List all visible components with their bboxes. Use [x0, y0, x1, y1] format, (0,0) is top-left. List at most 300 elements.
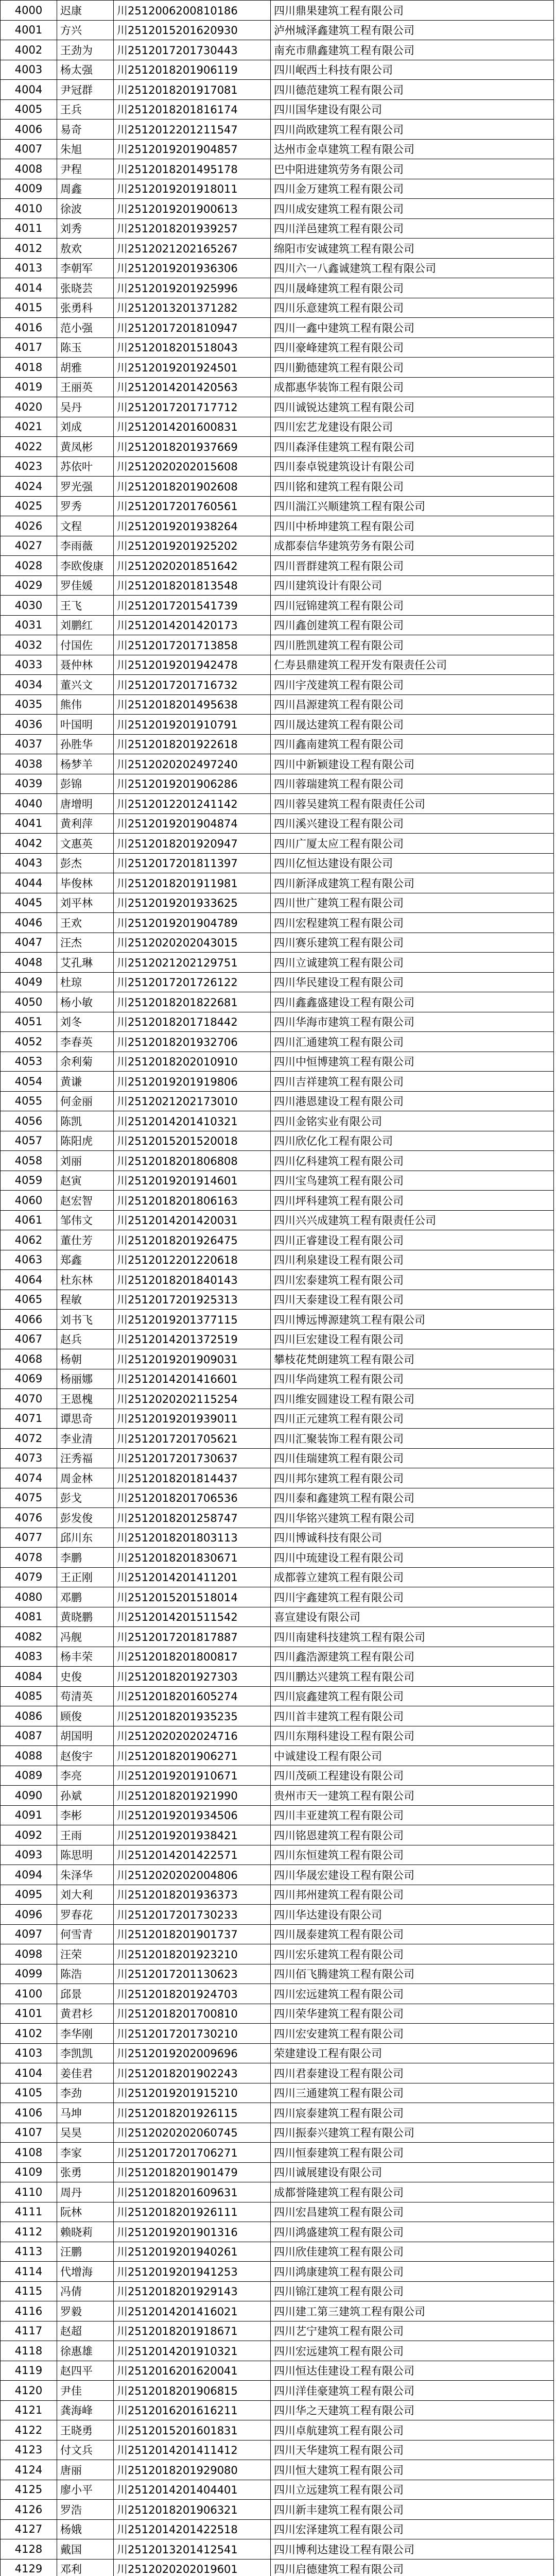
- row-number: 4021: [1, 417, 57, 437]
- company-name: 四川华之天建筑工程有限公司: [271, 2400, 554, 2420]
- certificate-number: 川2512017201811397: [114, 853, 271, 873]
- company-name: 四川启德建筑工程有限公司: [271, 2559, 554, 2576]
- person-name: 汪鹏: [57, 2242, 114, 2262]
- person-name: 龚海峰: [57, 2400, 114, 2420]
- table-row: [1, 1627, 554, 1647]
- table-row: [1, 80, 554, 100]
- table-row: [1, 2301, 554, 2321]
- row-number: 4080: [1, 1587, 57, 1607]
- person-name: 赵超: [57, 2321, 114, 2341]
- table-row: [1, 2202, 554, 2222]
- table-row: [1, 2539, 554, 2560]
- company-name: 四川华民建设工程有限公司: [271, 972, 554, 992]
- certificate-number: 川2512017201817887: [114, 1627, 271, 1647]
- certificate-number: 川2512018201806808: [114, 1151, 271, 1171]
- person-name: 杨小敏: [57, 992, 114, 1012]
- company-name: 四川尚欧建筑工程有限公司: [271, 120, 554, 140]
- table-row: [1, 2103, 554, 2123]
- row-number: 4056: [1, 1111, 57, 1131]
- person-name: 黄利萍: [57, 814, 114, 834]
- company-name: 四川鸿盛建筑工程有限公司: [271, 2222, 554, 2242]
- person-name: 刘鹏红: [57, 615, 114, 635]
- company-name: 四川恒大建筑工程有限公司: [271, 2460, 554, 2480]
- company-name: 四川洋佳豪建筑工程有限公司: [271, 2381, 554, 2401]
- company-name: 四川泰卓锐建筑设计有限公司: [271, 456, 554, 477]
- certificate-number: 川2512019201914601: [114, 1171, 271, 1191]
- person-name: 易奇: [57, 120, 114, 140]
- certificate-number: 川2512018201806163: [114, 1191, 271, 1211]
- row-number: 4126: [1, 2500, 57, 2520]
- person-name: 范小强: [57, 318, 114, 338]
- certificate-number: 川2512019201925996: [114, 278, 271, 298]
- company-name: 四川宸鑫建筑工程有限公司: [271, 1686, 554, 1706]
- person-name: 付国佐: [57, 635, 114, 655]
- person-name: 李亮: [57, 1766, 114, 1786]
- person-name: 杨梦羊: [57, 754, 114, 774]
- company-name: 荣建建设工程有限公司: [271, 2043, 554, 2063]
- certificate-number: 川2512018201926111: [114, 2202, 271, 2222]
- company-name: 四川世广建筑工程有限公司: [271, 893, 554, 913]
- row-number: 4057: [1, 1131, 57, 1151]
- company-name: 四川鑫创建筑工程有限公司: [271, 615, 554, 635]
- certificate-number: 川2512014201416601: [114, 1369, 271, 1389]
- company-name: 四川蓉吴建筑工程有限责任公司: [271, 794, 554, 814]
- table-row: [1, 1686, 554, 1706]
- company-name: 四川中桥坤建筑工程有限公司: [271, 516, 554, 536]
- row-number: 4059: [1, 1171, 57, 1191]
- company-name: 四川鑫南建筑工程有限公司: [271, 734, 554, 754]
- table-row: [1, 2242, 554, 2262]
- row-number: 4071: [1, 1409, 57, 1429]
- company-name: 四川亿恒达建设有限公司: [271, 853, 554, 873]
- company-name: 四川宏安建筑工程有限公司: [271, 2024, 554, 2044]
- certificate-number: 川2512018201605274: [114, 1686, 271, 1706]
- company-name: 四川鸿康建筑工程有限公司: [271, 2262, 554, 2282]
- person-name: 黄谦: [57, 1072, 114, 1092]
- row-number: 4034: [1, 675, 57, 695]
- company-name: 四川佰飞腾建筑工程有限公司: [271, 1964, 554, 1984]
- row-number: 4106: [1, 2103, 57, 2123]
- table-row: [1, 814, 554, 834]
- person-name: 刘冬: [57, 1012, 114, 1032]
- table-row: [1, 1885, 554, 1905]
- table-row: [1, 1250, 554, 1270]
- person-name: 艾孔琳: [57, 953, 114, 973]
- person-name: 杜东林: [57, 1270, 114, 1290]
- table-row: [1, 575, 554, 596]
- company-name: 四川建筑设计有限公司: [271, 575, 554, 596]
- certificate-number: 川2512019201918011: [114, 179, 271, 199]
- company-name: 四川卓航建筑工程有限公司: [271, 2420, 554, 2441]
- certificate-number: 川2512017201713858: [114, 635, 271, 655]
- row-number: 4050: [1, 992, 57, 1012]
- row-number: 4042: [1, 834, 57, 854]
- table-row: [1, 1349, 554, 1369]
- certificate-number: 川2512014201411412: [114, 2440, 271, 2460]
- company-name: 四川一鑫中建筑工程有限公司: [271, 318, 554, 338]
- certificate-number: 川2512018201929080: [114, 2460, 271, 2480]
- table-row: [1, 853, 554, 873]
- table-row: [1, 1607, 554, 1627]
- company-name: 四川东恒建筑工程有限公司: [271, 1845, 554, 1865]
- table-row: [1, 218, 554, 239]
- certificate-number: 川2512018201906119: [114, 60, 271, 80]
- row-number: 4013: [1, 258, 57, 278]
- person-name: 尹佳: [57, 2381, 114, 2401]
- person-name: 刘书飞: [57, 1310, 114, 1330]
- table-row: [1, 2222, 554, 2242]
- row-number: 4016: [1, 318, 57, 338]
- certificate-number: 川2512020202497240: [114, 754, 271, 774]
- certificate-number: 川2512019201936306: [114, 258, 271, 278]
- company-name: 四川诚展建设有限公司: [271, 2162, 554, 2182]
- certificate-number: 川2512014201411201: [114, 1567, 271, 1587]
- certificate-number: 川2512020202015608: [114, 456, 271, 477]
- certificate-number: 川2512017201706271: [114, 2143, 271, 2163]
- row-number: 4083: [1, 1647, 57, 1667]
- table-row: [1, 2143, 554, 2163]
- person-name: 邓鹏: [57, 1587, 114, 1607]
- table-row: [1, 278, 554, 298]
- person-name: 毕俊林: [57, 873, 114, 893]
- certificate-number: 川2512018201926115: [114, 2103, 271, 2123]
- company-name: 四川冠锦建筑工程有限公司: [271, 596, 554, 616]
- company-name: 四川六一八鑫诚建筑工程有限公司: [271, 258, 554, 278]
- table-row: [1, 1230, 554, 1250]
- certificate-number: 川2512018201937669: [114, 437, 271, 457]
- company-name: 四川昌源建筑工程有限公司: [271, 694, 554, 715]
- table-row: [1, 2440, 554, 2460]
- company-name: 四川立诚建筑工程有限公司: [271, 953, 554, 973]
- certificate-number: 川2512019201934506: [114, 1805, 271, 1825]
- table-row: [1, 1746, 554, 1766]
- company-name: 四川湍江兴顺建筑工程有限公司: [271, 496, 554, 516]
- company-name: 四川铭恩建筑工程有限公司: [271, 1825, 554, 1845]
- person-name: 董仕芳: [57, 1230, 114, 1250]
- person-name: 李业清: [57, 1429, 114, 1449]
- table-row: [1, 2341, 554, 2361]
- certificate-number: 川2512017201730443: [114, 40, 271, 60]
- row-number: 4011: [1, 218, 57, 239]
- company-name: 四川勤德建筑工程有限公司: [271, 358, 554, 378]
- row-number: 4029: [1, 575, 57, 596]
- table-row: [1, 1468, 554, 1488]
- table-row: [1, 1032, 554, 1052]
- table-row: [1, 655, 554, 675]
- certificate-number: 川2512014201910321: [114, 2341, 271, 2361]
- row-number: 4045: [1, 893, 57, 913]
- company-name: 四川晟峰建筑工程有限公司: [271, 278, 554, 298]
- company-name: 四川诚锐达建筑工程有限公司: [271, 397, 554, 417]
- company-name: 四川中恒博建筑工程有限公司: [271, 1052, 554, 1072]
- company-name: 仁寿县鼎建筑工程开发有限责任公司: [271, 655, 554, 675]
- row-number: 4035: [1, 694, 57, 715]
- person-name: 彭杰: [57, 853, 114, 873]
- company-name: 攀枝花梵朗建筑工程有限公司: [271, 1349, 554, 1369]
- row-number: 4119: [1, 2361, 57, 2381]
- company-name: 四川赛乐建筑工程有限公司: [271, 933, 554, 953]
- table-row: [1, 1448, 554, 1468]
- row-number: 4105: [1, 2083, 57, 2103]
- person-name: 赵俊宇: [57, 1746, 114, 1766]
- table-row: [1, 834, 554, 854]
- certificate-number: 川2512016201616211: [114, 2400, 271, 2420]
- person-name: 吴昊: [57, 2123, 114, 2143]
- company-name: 四川宏远建筑工程有限公司: [271, 1984, 554, 2004]
- certificate-number: 川2512020202043015: [114, 933, 271, 953]
- company-name: 四川邦州建筑工程有限公司: [271, 1885, 554, 1905]
- person-name: 徐惠雄: [57, 2341, 114, 2361]
- table-row: [1, 516, 554, 536]
- person-name: 方兴: [57, 20, 114, 40]
- row-number: 4006: [1, 120, 57, 140]
- person-name: 阮林: [57, 2202, 114, 2222]
- row-number: 4070: [1, 1389, 57, 1409]
- person-name: 周丹: [57, 2182, 114, 2202]
- certificate-number: 川2512014201410321: [114, 1111, 271, 1131]
- row-number: 4063: [1, 1250, 57, 1270]
- table-row: [1, 120, 554, 140]
- certificate-number: 川2512018201920947: [114, 834, 271, 854]
- table-row: [1, 1964, 554, 1984]
- table-row: [1, 1647, 554, 1667]
- person-name: 叶国明: [57, 715, 114, 735]
- company-name: 四川豪峰建筑工程有限公司: [271, 337, 554, 358]
- certificate-number: 川2512018201927303: [114, 1667, 271, 1687]
- certificate-number: 川2512013201371282: [114, 298, 271, 318]
- table-row: [1, 2182, 554, 2202]
- row-number: 4067: [1, 1329, 57, 1349]
- table-row: [1, 2381, 554, 2401]
- person-name: 陈玉: [57, 337, 114, 358]
- row-number: 4065: [1, 1290, 57, 1310]
- certificate-number: 川2512017201760561: [114, 496, 271, 516]
- person-name: 顾俊: [57, 1706, 114, 1726]
- row-number: 4054: [1, 1072, 57, 1092]
- company-name: 四川德范建筑工程有限公司: [271, 80, 554, 100]
- certificate-number: 川2512012201211547: [114, 120, 271, 140]
- certificate-number: 川2512019201377115: [114, 1310, 271, 1330]
- row-number: 4039: [1, 774, 57, 794]
- company-name: 四川天泰建设工程有限公司: [271, 1290, 554, 1310]
- table-row: [1, 1924, 554, 1944]
- person-name: 李家: [57, 2143, 114, 2163]
- certificate-number: 川2512017201730233: [114, 1905, 271, 1925]
- certificate-number: 川2512020202024716: [114, 1726, 271, 1746]
- certificate-number: 川2512017201541739: [114, 596, 271, 616]
- row-number: 4052: [1, 1032, 57, 1052]
- person-name: 周金林: [57, 1468, 114, 1488]
- company-name: 四川蓉瑞建筑工程有限公司: [271, 774, 554, 794]
- row-number: 4000: [1, 1, 57, 21]
- person-name: 周鑫: [57, 179, 114, 199]
- table-row: [1, 556, 554, 576]
- certificate-number: 川2512017201705621: [114, 1429, 271, 1449]
- row-number: 4082: [1, 1627, 57, 1647]
- company-name: 四川邦尔建筑工程有限公司: [271, 1468, 554, 1488]
- person-name: 罗佳媛: [57, 575, 114, 596]
- certificate-number: 川2512018202010910: [114, 1052, 271, 1072]
- company-name: 四川佳瑞建筑工程有限公司: [271, 1448, 554, 1468]
- row-number: 4097: [1, 1924, 57, 1944]
- company-name: 贵州市天一建筑工程有限公司: [271, 1786, 554, 1806]
- company-name: 四川宏艺龙建设有限公司: [271, 417, 554, 437]
- table-row: [1, 358, 554, 378]
- person-name: 程敏: [57, 1290, 114, 1310]
- row-number: 4107: [1, 2123, 57, 2143]
- company-name: 四川正元建筑工程有限公司: [271, 1409, 554, 1429]
- certificate-number: 川2512017201730637: [114, 1448, 271, 1468]
- person-name: 李春英: [57, 1032, 114, 1052]
- company-name: 四川恒达佳建设工程有限公司: [271, 2361, 554, 2381]
- table-row: [1, 1548, 554, 1568]
- person-name: 吴丹: [57, 397, 114, 417]
- company-name: 四川宇鑫建筑工程有限公司: [271, 1587, 554, 1607]
- company-name: 四川丰亚建筑工程有限公司: [271, 1805, 554, 1825]
- person-name: 王兵: [57, 99, 114, 120]
- row-number: 4099: [1, 1964, 57, 1984]
- certificate-number: 川2512018201922618: [114, 734, 271, 754]
- row-number: 4001: [1, 20, 57, 40]
- row-number: 4031: [1, 615, 57, 635]
- table-row: [1, 1072, 554, 1092]
- table-row: [1, 2420, 554, 2441]
- table-row: [1, 1310, 554, 1330]
- company-name: 四川博远博源建筑工程有限公司: [271, 1310, 554, 1330]
- table-row: [1, 2480, 554, 2500]
- table-row: [1, 873, 554, 893]
- table-row: [1, 2500, 554, 2520]
- company-name: 四川维安圆建设工程有限公司: [271, 1389, 554, 1409]
- row-number: 4058: [1, 1151, 57, 1171]
- person-name: 文惠英: [57, 834, 114, 854]
- certificate-number: 川2512014201422518: [114, 2519, 271, 2539]
- person-name: 刘秀: [57, 218, 114, 239]
- company-name: 四川鹏达兴建筑工程有限公司: [271, 1667, 554, 1687]
- table-row: [1, 1, 554, 21]
- row-number: 4078: [1, 1548, 57, 1568]
- row-number: 4066: [1, 1310, 57, 1330]
- person-name: 邹伟文: [57, 1210, 114, 1230]
- row-number: 4008: [1, 159, 57, 179]
- certificate-number: 川2512019201915210: [114, 2083, 271, 2103]
- certificate-number: 川2512015201601831: [114, 2420, 271, 2441]
- table-row: [1, 1905, 554, 1925]
- certificate-number: 川2512019201938421: [114, 1825, 271, 1845]
- certificate-number: 川2512019201919806: [114, 1072, 271, 1092]
- table-row: [1, 1151, 554, 1171]
- certificate-number: 川2512019201909031: [114, 1349, 271, 1369]
- certificate-number: 川2512019201941253: [114, 2262, 271, 2282]
- row-number: 4115: [1, 2281, 57, 2301]
- certificate-number: 川2512018201822681: [114, 992, 271, 1012]
- company-name: 四川欣佳建筑工程有限公司: [271, 2242, 554, 2262]
- person-name: 黄凤彬: [57, 437, 114, 457]
- person-name: 李凯凯: [57, 2043, 114, 2063]
- table-row: [1, 337, 554, 358]
- company-name: 四川溪兴建设工程有限公司: [271, 814, 554, 834]
- row-number: 4087: [1, 1726, 57, 1746]
- row-number: 4009: [1, 179, 57, 199]
- certificate-number: 川2512015201518014: [114, 1587, 271, 1607]
- person-name: 郑鑫: [57, 1250, 114, 1270]
- company-name: 成都蓉立建筑工程有限公司: [271, 1567, 554, 1587]
- row-number: 4047: [1, 933, 57, 953]
- certificate-number: 川2512021202129751: [114, 953, 271, 973]
- row-number: 4019: [1, 377, 57, 397]
- person-name: 王雨: [57, 1825, 114, 1845]
- table-row: [1, 1786, 554, 1806]
- certificate-number: 川2512017201730210: [114, 2024, 271, 2044]
- person-name: 陈思明: [57, 1845, 114, 1865]
- table-row: [1, 397, 554, 417]
- row-number: 4081: [1, 1607, 57, 1627]
- table-row: [1, 1012, 554, 1032]
- person-name: 陈浩: [57, 1964, 114, 1984]
- company-name: 四川乐意建筑工程有限公司: [271, 298, 554, 318]
- certificate-number: 川2512018201814437: [114, 1468, 271, 1488]
- table-row: [1, 179, 554, 199]
- person-name: 李鹏: [57, 1548, 114, 1568]
- person-name: 熊伟: [57, 694, 114, 715]
- row-number: 4022: [1, 437, 57, 457]
- row-number: 4018: [1, 358, 57, 378]
- row-number: 4026: [1, 516, 57, 536]
- company-name: 四川泰和鑫建筑工程有限公司: [271, 1488, 554, 1508]
- row-number: 4110: [1, 2182, 57, 2202]
- certificate-number: 川2512015201520018: [114, 1131, 271, 1151]
- row-number: 4007: [1, 139, 57, 159]
- company-name: 成都惠华装饰工程有限公司: [271, 377, 554, 397]
- row-number: 4127: [1, 2519, 57, 2539]
- row-number: 4014: [1, 278, 57, 298]
- company-name: 四川鑫浩源建筑工程有限公司: [271, 1647, 554, 1667]
- table-row: [1, 1726, 554, 1746]
- person-name: 李欧俊康: [57, 556, 114, 576]
- certificate-number: 川2512018201926475: [114, 1230, 271, 1250]
- company-name: 四川建工第三建筑工程有限公司: [271, 2301, 554, 2321]
- table-row: [1, 1270, 554, 1290]
- certificate-number: 川2512014201416021: [114, 2301, 271, 2321]
- certificate-number: 川2512018201906271: [114, 1746, 271, 1766]
- table-row: [1, 99, 554, 120]
- person-name: 刘成: [57, 417, 114, 437]
- certificate-number: 川2512018201609631: [114, 2182, 271, 2202]
- table-row: [1, 496, 554, 516]
- company-name: 四川鑫鑫盛建设工程有限公司: [271, 992, 554, 1012]
- company-name: 四川锦江建筑工程有限公司: [271, 2281, 554, 2301]
- row-number: 4121: [1, 2400, 57, 2420]
- person-name: 马坤: [57, 2103, 114, 2123]
- person-name: 余利菊: [57, 1052, 114, 1072]
- row-number: 4125: [1, 2480, 57, 2500]
- certificate-number: 川2512012201220618: [114, 1250, 271, 1270]
- certificate-number: 川2512018201718442: [114, 1012, 271, 1032]
- person-name: 邱景: [57, 1984, 114, 2004]
- person-name: 苟清英: [57, 1686, 114, 1706]
- table-row: [1, 2321, 554, 2341]
- table-row: [1, 913, 554, 933]
- person-name: 汪荣: [57, 1944, 114, 1964]
- person-name: 黄晓鹏: [57, 1607, 114, 1627]
- person-name: 尹冠群: [57, 80, 114, 100]
- table-row: [1, 754, 554, 774]
- company-name: 成都誉隆建筑工程有限公司: [271, 2182, 554, 2202]
- person-name: 刘丽: [57, 1151, 114, 1171]
- row-number: 4069: [1, 1369, 57, 1389]
- row-number: 4109: [1, 2162, 57, 2182]
- certificate-number: 川2512014201420563: [114, 377, 271, 397]
